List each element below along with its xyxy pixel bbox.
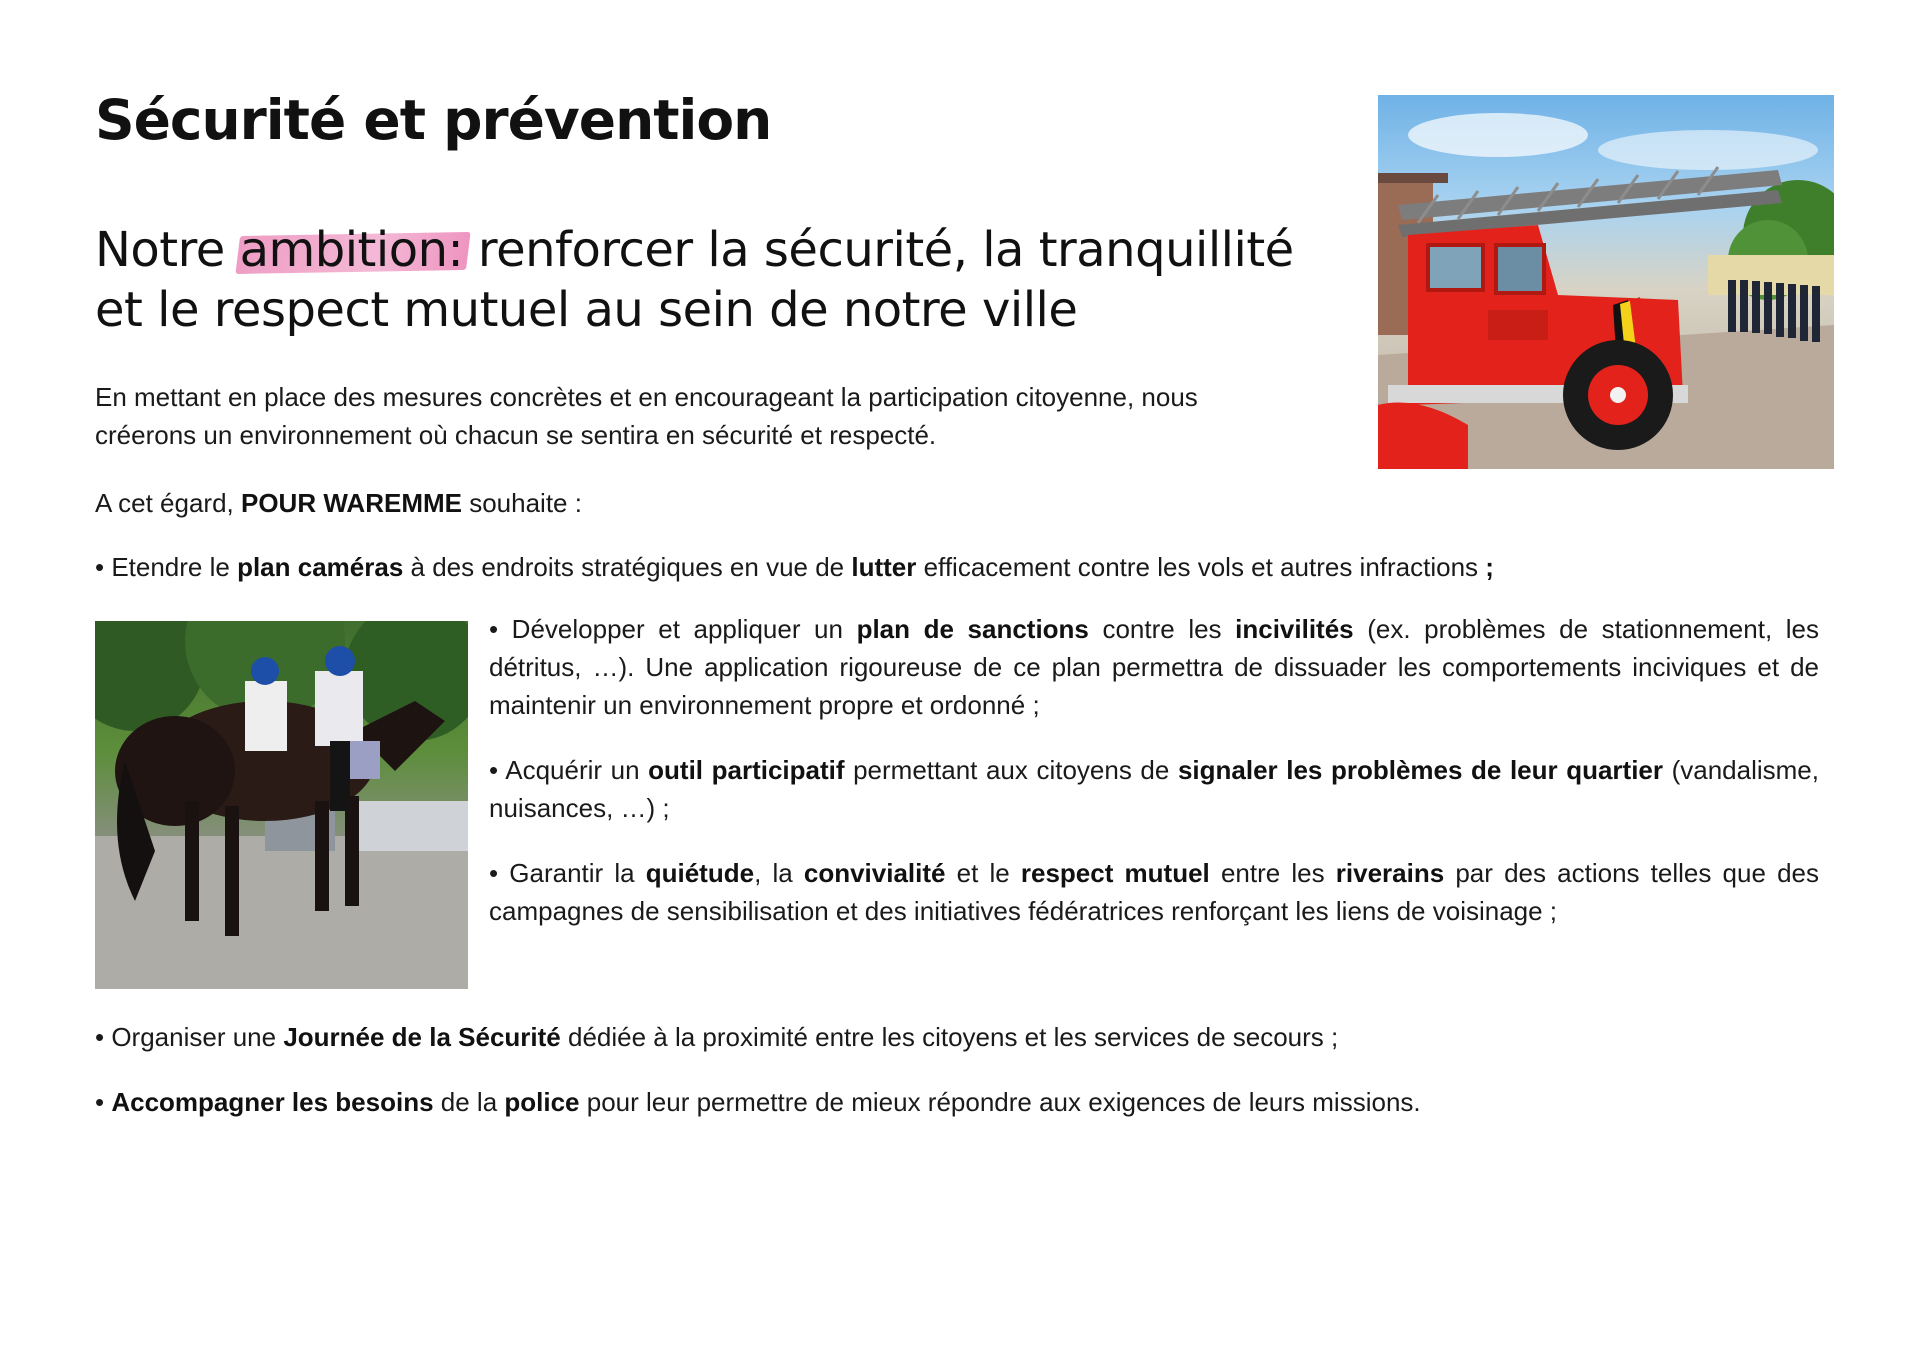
bullet-column (489, 610, 1819, 957)
bullet-police-support: • Accompagner les besoins de la police pour leur permettre de mieux répondre aux exigences de leurs missions. (95, 1087, 1421, 1117)
page-title: Sécurité et prévention (95, 88, 772, 152)
mounted-police-photo (95, 621, 468, 989)
intro-paragraph: En mettant en place des mesures concrètes et en encourageant la participation citoyenne, nous créerons un environnement où chacun se sentira en sécurité et respecté. (95, 382, 1198, 450)
highlighted-word: ambition: (239, 222, 464, 278)
headline (95, 220, 1345, 340)
bullet-quietude: • Garantir la quiétude, la convivialité et le respect mutuel entre les riverains par des actions telles que des campagnes de sensibilisation et des initiatives fédératrices renforçant les liens de voisinage ; (489, 858, 1819, 926)
fire-truck-photo (1378, 95, 1834, 469)
lead-paragraph: A cet égard, POUR WAREMME souhaite : (95, 488, 582, 518)
bullet-participatory-tool: • Acquérir un outil participatif permettant aux citoyens de signaler les problèmes de leur quartier (vandalisme, nuisances, …) ; (489, 755, 1819, 823)
headline-end: renforcer la sécurité, la tranquillité et le respect mutuel au sein de notre ville (95, 222, 1294, 338)
bullet-cameras: • Etendre le plan caméras à des endroits stratégiques en vue de lutter efficacement contre les vols et autres infractions ; (95, 552, 1494, 582)
bullet-security-day: • Organiser une Journée de la Sécurité dédiée à la proximité entre les citoyens et les services de secours ; (95, 1022, 1339, 1052)
horses-illustration (95, 621, 468, 989)
bullet-sanctions: • Développer et appliquer un plan de sanctions contre les incivilités (ex. problèmes de stationnement, les détritus, …). Une application rigoureuse de ce plan permettra de dissuader les comportements inciviques et de maintenir un environnement propre et ordonné ; (489, 614, 1819, 720)
party-name: POUR WAREMME (240, 488, 462, 518)
fire-truck-illustration (1378, 95, 1834, 469)
headline-start: Notre (95, 222, 240, 278)
